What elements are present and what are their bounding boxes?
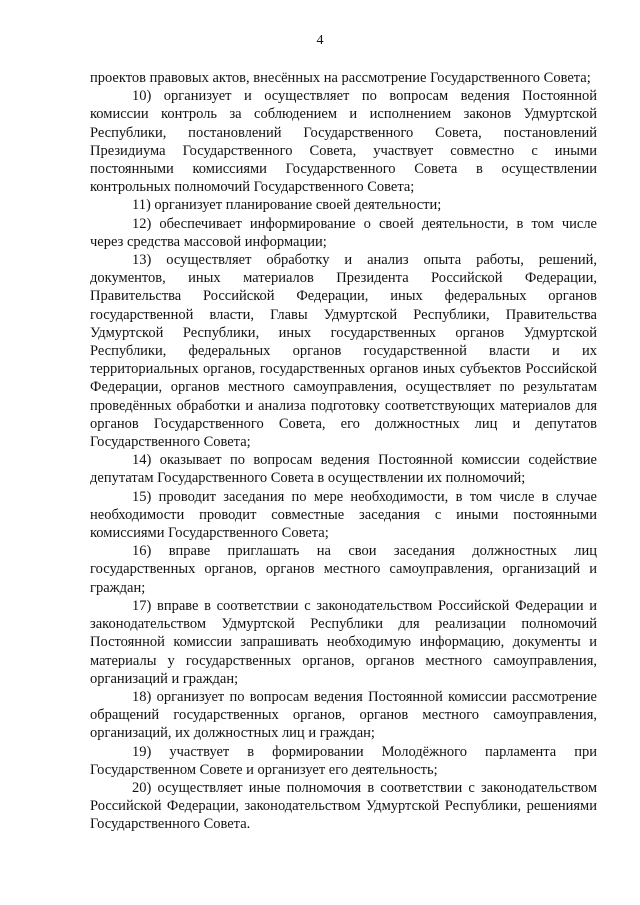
paragraph-item-14: 14) оказывает по вопросам ведения Постоянной комиссии содействие депутатам Государственного Совета в осуществлении их полномочий; <box>90 452 597 487</box>
paragraph-item-17: 17) вправе в соответствии с законодательством Российской Федерации и законодательством Удмуртской Республики для реализации полномочий Постоянной комиссии запрашивать необходимую информацию, документы и материалы у государственных органов, органов местного самоуправления, организаций и граждан; <box>90 597 597 687</box>
paragraph-item-19: 19) участвует в формировании Молодёжного парламента при Государственном Совете и организует его деятельность; <box>90 743 597 778</box>
document-body <box>90 69 597 834</box>
paragraph-item-13: 13) осуществляет обработку и анализ опыта работы, решений, документов, иных материалов Президента Российской Федерации, Правительства Российской Федерации, иных федеральных органов государственной власти, Главы Удмуртской Республики, Правительства Удмуртской Республики, иных государственных органов Удмуртской Республики, федеральных органов государственной власти и их территориальных органов, государственных органов иных субъектов Российской Федерации, органов местного самоуправления, осуществляет по результатам проведённых обработки и анализа подготовку соответствующих материалов для органов Государственного Совета, его должностных лиц и депутатов Государственного Совета; <box>90 252 597 451</box>
paragraph-item-18: 18) организует по вопросам ведения Постоянной комиссии рассмотрение обращений государственных органов, органов местного самоуправления, организаций, их должностных лиц и граждан; <box>90 688 597 742</box>
paragraph-item-20: 20) осуществляет иные полномочия в соответствии с законодательством Российской Федерации, законодательством Удмуртской Республики, решениями Государственного Совета. <box>90 779 597 833</box>
paragraph-item-10: 10) организует и осуществляет по вопросам ведения Постоянной комиссии контроль за соблюдением и исполнением законов Удмуртской Республики, постановлений Государственного Совета, постановлений Президиума Государственного Совета, участвует совместно с иными постоянными комиссиями Государственного Совета в осуществлении контрольных полномочий Государственного Совета; <box>90 88 597 196</box>
paragraph-item-12: 12) обеспечивает информирование о своей деятельности, в том числе через средства массовой информации; <box>90 215 597 250</box>
paragraph-continuation: проектов правовых актов, внесённых на рассмотрение Государственного Совета; <box>90 70 591 86</box>
paragraph-item-11: 11) организует планирование своей деятельности; <box>132 197 442 214</box>
paragraph-item-16: 16) вправе приглашать на свои заседания должностных лиц государственных органов, органов местного самоуправления, организаций и граждан; <box>90 543 597 596</box>
paragraph-item-15: 15) проводит заседания по мере необходимости, в том числе в случае необходимости проводит совместные заседания с иными постоянными комиссиями Государственного Совета; <box>90 488 597 542</box>
page-number: 4 <box>316 33 324 48</box>
